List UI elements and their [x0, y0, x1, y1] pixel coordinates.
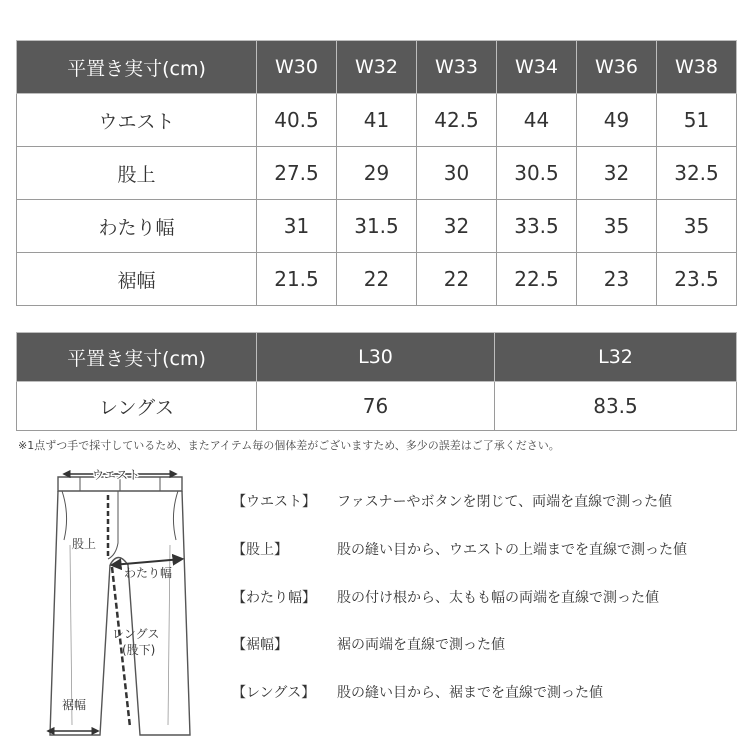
- pants-outline: [50, 477, 190, 735]
- value-cell: 51: [657, 94, 737, 147]
- header-cell: L32: [495, 333, 737, 382]
- diagram-label-waist: ウエスト: [92, 468, 141, 482]
- value-cell: 42.5: [417, 94, 497, 147]
- measurement-note: ※1点ずつ手で採寸しているため、またアイテム毎の個体差がございますため、多少の誤差はご了承ください。: [18, 439, 560, 452]
- header-cell: L30: [257, 333, 495, 382]
- value-cell: 76: [257, 382, 495, 431]
- value-cell: 22: [417, 253, 497, 306]
- value-cell: 35: [657, 200, 737, 253]
- thigh-measure-line: [112, 559, 182, 565]
- row-label: レングス: [17, 382, 257, 431]
- length-table-header-row: [17, 333, 737, 382]
- value-cell: 21.5: [257, 253, 337, 306]
- table-row: [17, 94, 737, 147]
- description-key: 【股上】: [232, 542, 288, 558]
- value-cell: 22: [337, 253, 417, 306]
- value-cell: 35: [577, 200, 657, 253]
- header-cell: 平置き実寸(cm): [17, 333, 257, 382]
- description-text: ファスナーやボタンを閉じて、両端を直線で測った値: [337, 494, 673, 510]
- description-text: 股の縫い目から、ウエストの上端までを直線で測った値: [337, 542, 687, 558]
- value-cell: 23.5: [657, 253, 737, 306]
- value-cell: 22.5: [497, 253, 577, 306]
- value-cell: 44: [497, 94, 577, 147]
- diagram-label-length: レングス: [112, 627, 160, 641]
- description-key: 【レングス】: [232, 685, 316, 701]
- row-label: わたり幅: [17, 200, 257, 253]
- diagram-label-thigh: わたり幅: [124, 566, 173, 580]
- table-row: [17, 382, 737, 431]
- length-table: [16, 332, 737, 431]
- table-row: [17, 200, 737, 253]
- value-cell: 32.5: [657, 147, 737, 200]
- row-label: ウエスト: [17, 94, 257, 147]
- description-text: 股の縫い目から、裾までを直線で測った値: [337, 685, 603, 701]
- value-cell: 32: [417, 200, 497, 253]
- value-cell: 33.5: [497, 200, 577, 253]
- value-cell: 41: [337, 94, 417, 147]
- table-row: [17, 253, 737, 306]
- header-cell: W34: [497, 41, 577, 94]
- value-cell: 30: [417, 147, 497, 200]
- description-key: 【ウエスト】: [232, 494, 316, 510]
- size-table-header-row: [17, 41, 737, 94]
- description-key: 【わたり幅】: [232, 590, 316, 606]
- diagram-label-rise: 股上: [72, 537, 97, 551]
- value-cell: 27.5: [257, 147, 337, 200]
- description-text: 裾の両端を直線で測った値: [337, 637, 505, 653]
- table-row: [17, 147, 737, 200]
- header-cell: W32: [337, 41, 417, 94]
- value-cell: 40.5: [257, 94, 337, 147]
- description-text: 股の付け根から、太もも幅の両端を直線で測った値: [337, 590, 659, 606]
- header-cell: W38: [657, 41, 737, 94]
- header-cell: W30: [257, 41, 337, 94]
- value-cell: 32: [577, 147, 657, 200]
- diagram-label-hem: 裾幅: [62, 698, 87, 712]
- value-cell: 49: [577, 94, 657, 147]
- value-cell: 30.5: [497, 147, 577, 200]
- value-cell: 31: [257, 200, 337, 253]
- row-label: 裾幅: [17, 253, 257, 306]
- description-key: 【裾幅】: [232, 637, 288, 653]
- size-table: [16, 40, 737, 306]
- row-label: 股上: [17, 147, 257, 200]
- header-cell: W33: [417, 41, 497, 94]
- header-cell: 平置き実寸(cm): [17, 41, 257, 94]
- value-cell: 31.5: [337, 200, 417, 253]
- value-cell: 23: [577, 253, 657, 306]
- value-cell: 83.5: [495, 382, 737, 431]
- header-cell: W36: [577, 41, 657, 94]
- diagram-label-length-sub: (股下): [122, 643, 156, 657]
- value-cell: 29: [337, 147, 417, 200]
- pants-diagram: [0, 455, 220, 750]
